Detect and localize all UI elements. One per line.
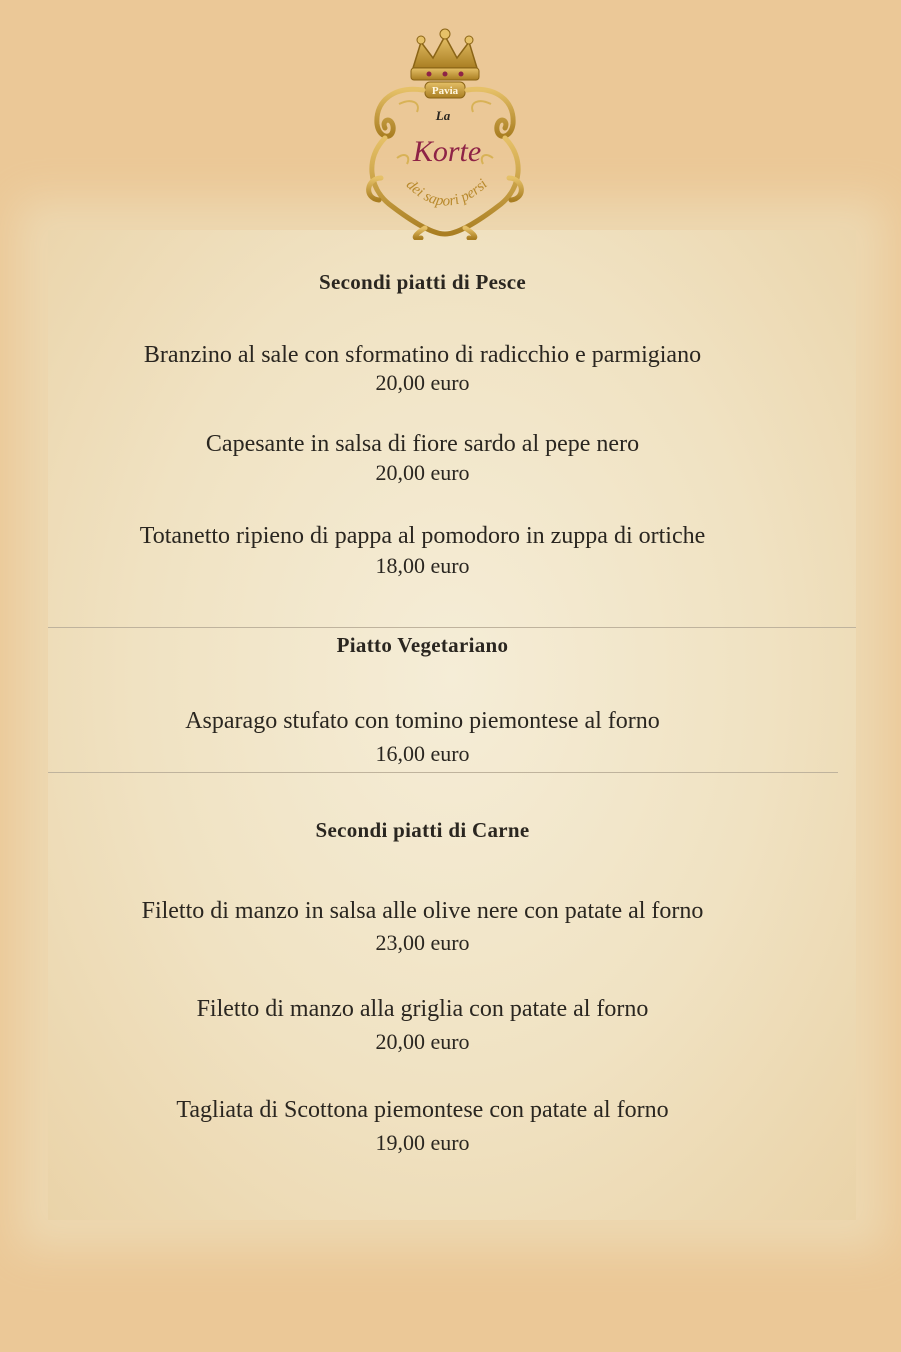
dish-price: 19,00 euro [375, 1130, 470, 1155]
restaurant-logo [355, 28, 535, 240]
dish-price: 16,00 euro [375, 741, 470, 766]
dish-name: Filetto di manzo alla griglia con patate al forno [196, 996, 649, 1022]
dish-name: Tagliata di Scottona piemontese con patate al forno [176, 1097, 669, 1123]
logo-motto: dei sapori persi [402, 176, 491, 210]
dish-name: Asparago stufato con tomino piemontese al forno [185, 708, 660, 734]
dish-price: 20,00 euro [375, 1029, 470, 1054]
section-title-pesce: Secondi piatti di Pesce [319, 270, 526, 294]
dish-name: Branzino al sale con sformatino di radicchio e parmigiano [143, 342, 702, 368]
dish-name: Totanetto ripieno di pappa al pomodoro in zuppa di ortiche [139, 523, 706, 549]
dish-price: 20,00 euro [375, 460, 470, 485]
section-divider [48, 772, 838, 773]
logo-name-small: La [435, 108, 451, 123]
logo-emblem [355, 28, 535, 240]
logo-name-big: Korte [412, 135, 482, 168]
crown-icon [411, 29, 479, 80]
dish-price: 20,00 euro [375, 370, 470, 395]
dish-name: Filetto di manzo in salsa alle olive nere con patate al forno [141, 898, 704, 924]
dish-price: 18,00 euro [375, 553, 470, 578]
dish-name: Capesante in salsa di fiore sardo al pepe nero [205, 431, 640, 457]
section-title-carne: Secondi piatti di Carne [315, 818, 530, 842]
section-title-vegetariano: Piatto Vegetariano [336, 633, 509, 657]
dish-price: 23,00 euro [375, 930, 470, 955]
logo-city: Pavia [431, 85, 459, 97]
section-divider [48, 627, 856, 628]
